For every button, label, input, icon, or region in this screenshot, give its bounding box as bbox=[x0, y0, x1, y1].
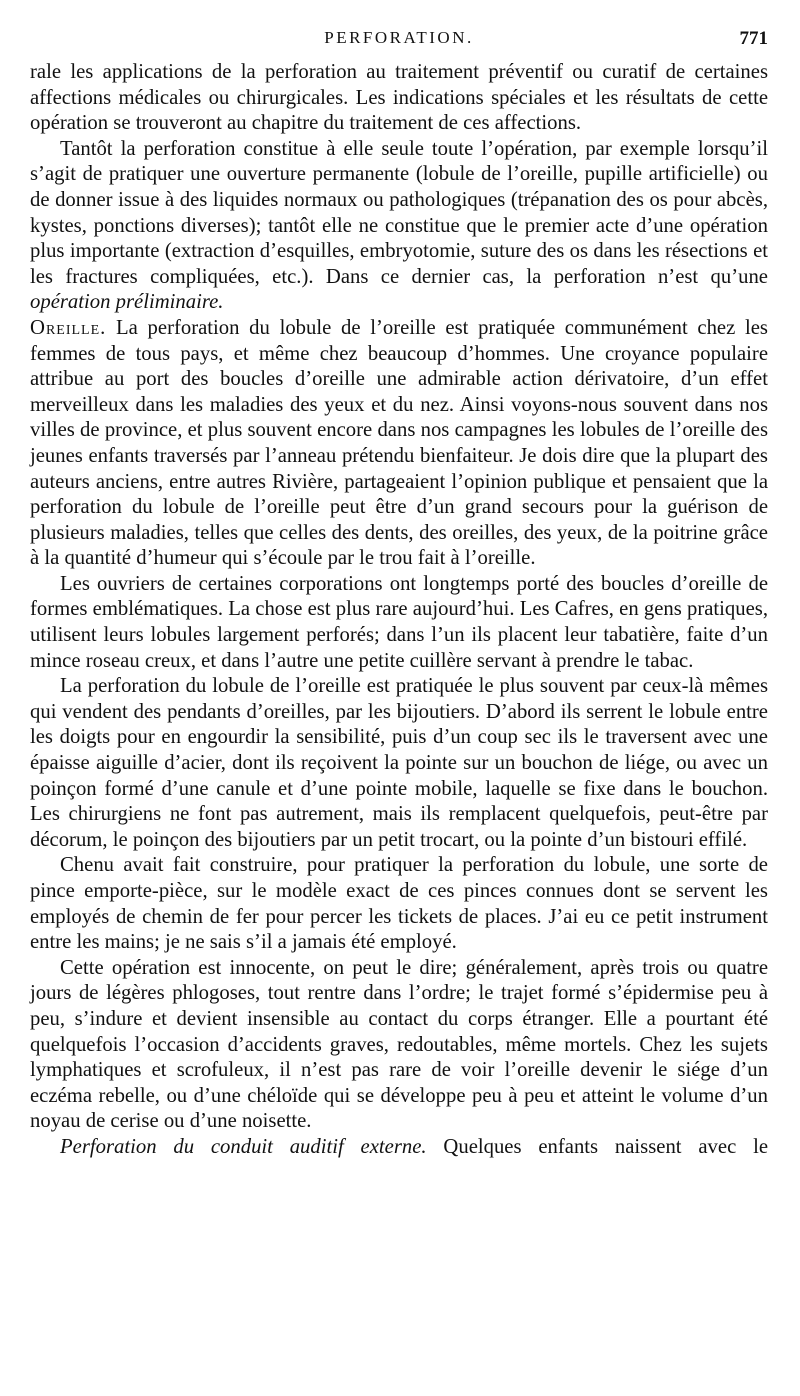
paragraph-5: La perforation du lobule de l’oreille est pratiquée le plus souvent par ceux-là mêmes qui vendent des pendants d’oreilles, par les bijoutiers. D’abord ils serrent le lobule entre les doigts pour en engourdir la sensibilité, puis d’un coup sec ils le traversent avec une épaisse aiguille d’acier, dont ils reçoivent la pointe sur un bouchon de liége, ou avec un poinçon formé d’une canule et d’une pointe mobile, laquelle se fixe dans le bouchon. Les chirurgiens ne font pas autrement, mais ils remplacent quelquefois, peut-être par décorum, le poinçon des bijoutiers par un petit trocart, ou la pointe d’un bistouri effilé. bbox=[30, 675, 768, 851]
section-heading-oreille: Oreille. bbox=[30, 316, 107, 339]
paragraph-3-text: La perforation du lobule de l’oreille est pratiquée communément chez les femmes de tous pays, et même chez beaucoup d’hommes. Une croyance populaire attribue au port des boucles d’oreille une admirable action dérivatoire, d’un effet merveilleux dans les maladies des yeux et du nez. Ainsi voyons-nous souvent dans nos villes de province, et plus souvent encore dans nos campagnes les lobules de l’oreille des jeunes enfants traversés par l’anneau prétendu bienfaiteur. Je dois dire que la plupart des auteurs anciens, entre autres Rivière, partageaient l’opinion publique et pensaient que la perforation du lobule de l’oreille peut être d’un grand secours pour la guérison de plusieurs maladies, telles que celles des dents, des oreilles, des yeux, de la poitrine grâce à la quantité d’humeur qui s’écoule par le trou fait à l’oreille. bbox=[30, 316, 768, 570]
paragraph-8-text: Quelques enfants naissent avec le bbox=[426, 1135, 768, 1158]
paragraph-2-italic: opération préliminaire. bbox=[30, 291, 224, 314]
body-text bbox=[30, 60, 768, 1161]
paragraph-2-text: Tantôt la perforation constitue à elle seule toute l’opération, par exemple lorsqu’il s’agit de pratiquer une ouverture permanente (lobule de l’oreille, pupille artificielle) ou de donner issue à des liquides normaux ou pathologiques (trépanation des os pour abcès, kystes, ponctions diverses); tantôt elle ne constitue que le premier acte d’une opération plus importante (extraction d’esquilles, embryotomie, suture des os dans les résections et les fractures compliquées, etc.). Dans ce dernier cas, la perforation n’est qu’une bbox=[30, 137, 768, 288]
book-page bbox=[30, 0, 768, 1396]
paragraph-8 bbox=[30, 1135, 768, 1161]
page-number: 771 bbox=[739, 28, 768, 49]
paragraph-6: Chenu avait fait construire, pour pratiquer la perforation du lobule, une sorte de pince emporte-pièce, sur le modèle exact de ces pinces connues dont se servent les employés de chemin de fer pour percer les tickets de places. J’ai eu ce petit instrument entre les mains; je ne sais s’il a jamais été employé. bbox=[30, 854, 768, 954]
paragraph-4: Les ouvriers de certaines corporations ont longtemps porté des boucles d’oreille de formes emblématiques. La chose est plus rare aujourd’hui. Les Cafres, en gens pratiques, utilisent leurs lobules largement perforés; dans l’un ils placent leur tabatière, faite d’un mince roseau creux, et dans l’autre une petite cuillère servant à prendre le tabac. bbox=[30, 572, 768, 672]
paragraph-3 bbox=[30, 316, 768, 572]
paragraph-7: Cette opération est innocente, on peut le dire; généralement, après trois ou quatre jours de légères phlogoses, tout rentre dans l’ordre; le trajet formé s’épidermise peu à peu, s’indure et devient insensible au contact du corps étranger. Elle a pourtant été quelquefois l’occasion d’accidents graves, redoutables, même mortels. Chez les sujets lymphatiques et scrofuleux, il n’est pas rare de voir l’oreille devenir le siége d’un eczéma rebelle, ou d’une chéloïde qui se développe peu à peu et atteint le volume d’un noyau de cerise ou d’une noisette. bbox=[30, 956, 768, 1133]
paragraph-1: rale les applications de la perforation au traitement préventif ou curatif de certaines affections médicales ou chirurgicales. Les indications spéciales et les résultats de cette opération se trouveront au chapitre du traitement de ces affections. bbox=[30, 61, 768, 135]
running-title: PERFORATION. bbox=[324, 28, 474, 47]
paragraph-2 bbox=[30, 137, 768, 316]
running-head bbox=[30, 28, 768, 56]
paragraph-8-italic: Perforation du conduit auditif externe. bbox=[60, 1135, 427, 1158]
